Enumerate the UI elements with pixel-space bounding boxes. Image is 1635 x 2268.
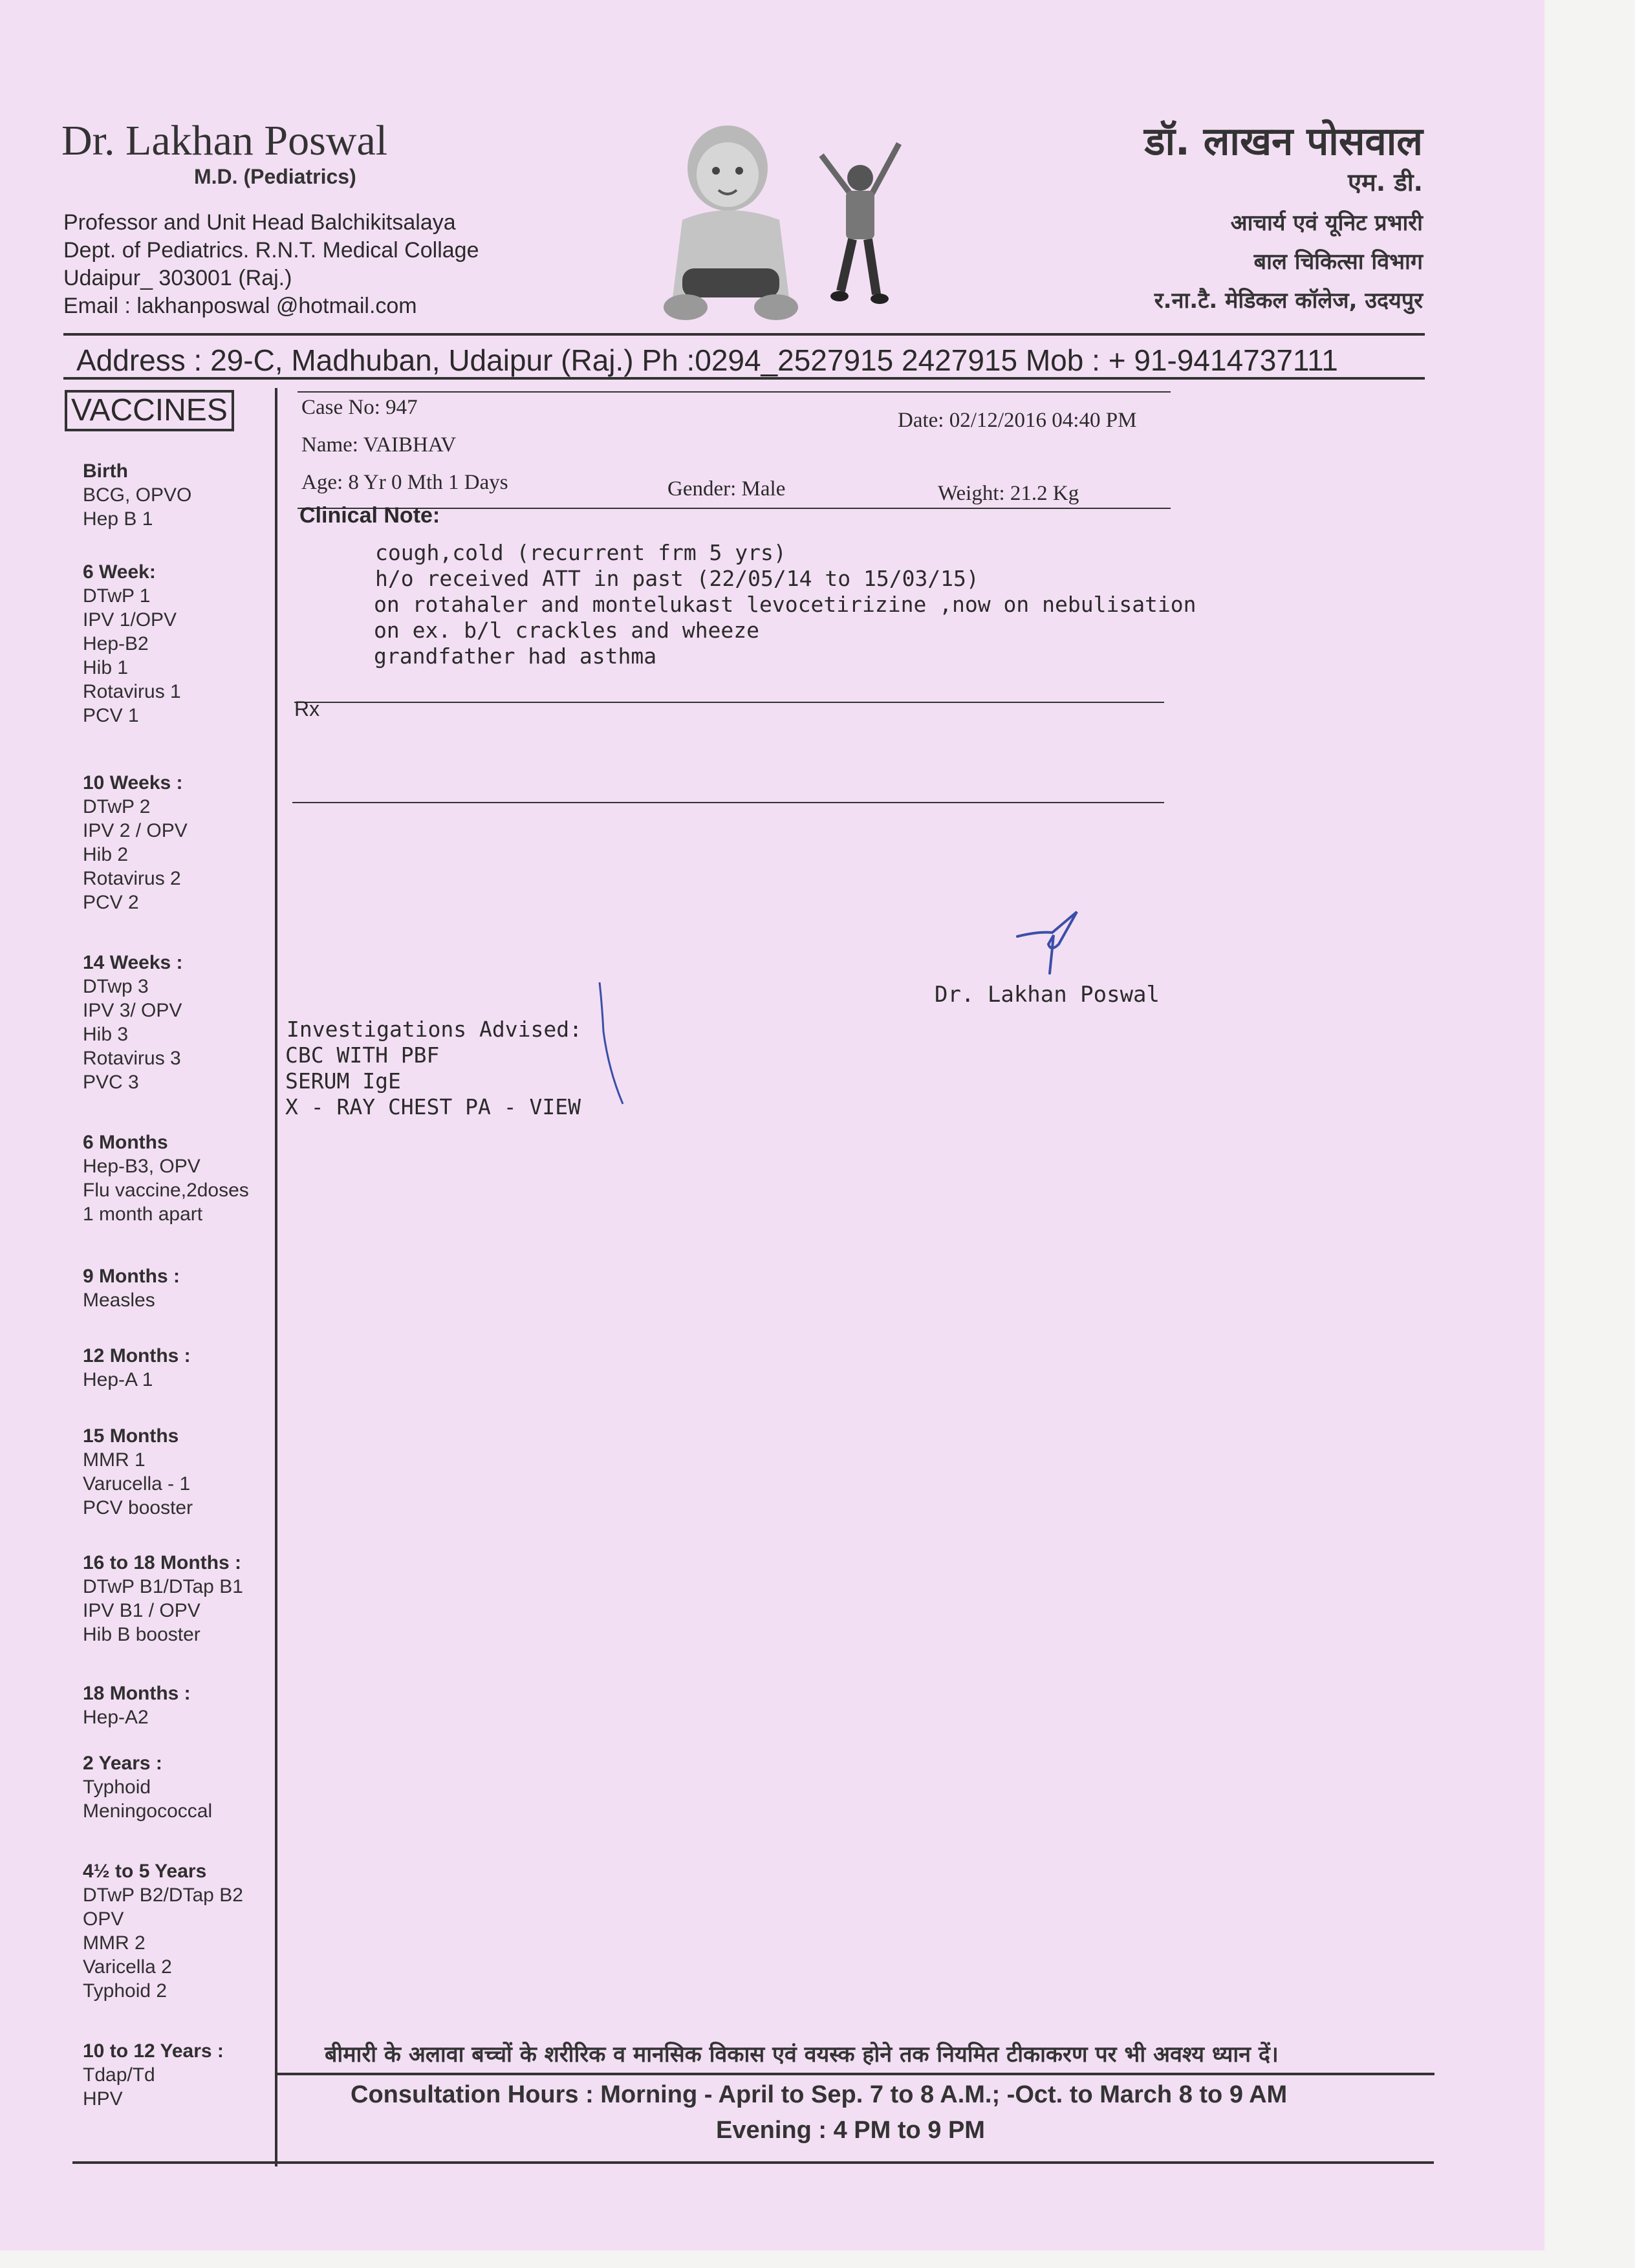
- clinical-note-line: grandfather had asthma: [374, 643, 657, 669]
- hindi-line-2: बाल चिकित्सा विभाग: [1253, 249, 1423, 275]
- vaccine-group-2-years: [83, 1751, 212, 1823]
- patient-name: Name: VAIBHAV: [301, 433, 457, 457]
- vaccine-item: PCV booster: [83, 1497, 193, 1518]
- hindi-footer-note: बीमारी के अलावा बच्चों के शरीरिक व मानसिक विकास एवं वयस्क होने तक नियमित टीकाकरण पर भी अवश्य ध्यान दें।: [325, 2042, 1279, 2068]
- vaccine-group-heading: 12 Months :: [83, 1345, 191, 1366]
- patient-rule-top: [298, 391, 1171, 393]
- vaccine-group-14-weeks: [83, 951, 183, 1094]
- vaccine-item: Hep-A2: [83, 1707, 149, 1728]
- vaccine-group-4-to-5-years: [83, 1859, 243, 2003]
- vaccine-group-heading: 10 Weeks :: [83, 772, 183, 794]
- info-line-2: Dept. of Pediatrics. R.N.T. Medical Collage: [63, 238, 479, 263]
- clinical-note-line: h/o received ATT in past (22/05/14 to 15/03/15): [375, 566, 979, 591]
- vaccine-group-18-months: [83, 1681, 191, 1729]
- vaccine-item: Typhoid: [83, 1777, 151, 1798]
- vaccine-item: Rotavirus 1: [83, 681, 181, 702]
- vaccine-item: MMR 2: [83, 1932, 146, 1954]
- clinical-note-line: cough,cold (recurrent frm 5 yrs): [375, 540, 786, 565]
- vaccine-group-6-months: [83, 1130, 249, 1226]
- jumping-child-image: [815, 136, 912, 317]
- clinical-note-label: Clinical Note:: [299, 503, 440, 528]
- degree-en: M.D. (Pediatrics): [194, 165, 356, 188]
- vaccine-item: Hib 2: [83, 844, 129, 865]
- vaccine-item: Flu vaccine,2doses: [83, 1180, 249, 1201]
- vaccine-item: Rotavirus 2: [83, 868, 181, 889]
- bottom-rule: [72, 2161, 1434, 2164]
- vaccine-item: MMR 1: [83, 1449, 146, 1471]
- investigation-item: CBC WITH PBF: [285, 1042, 440, 1068]
- vaccine-item: Hib 1: [83, 657, 129, 678]
- patient-gender: Gender: Male: [667, 477, 786, 501]
- consultation-hours: Consultation Hours : Morning - April to Sep. 7 to 8 A.M.; -Oct. to March 8 to 9 AM: [351, 2081, 1288, 2108]
- vaccine-item: HPV: [83, 2088, 123, 2110]
- pen-stroke: [592, 980, 631, 1109]
- rx-label: Rx: [294, 697, 320, 720]
- investigation-item: X - RAY CHEST PA - VIEW: [285, 1094, 581, 1119]
- doctor-name-hi: डॉ. लाखन पोसवाल: [1144, 119, 1423, 164]
- vaccine-item: IPV 2 / OPV: [83, 820, 188, 841]
- vaccine-item: Hep-A 1: [83, 1369, 153, 1390]
- vaccine-group-heading: 16 to 18 Months :: [83, 1552, 242, 1573]
- vaccine-group-heading: 15 Months: [83, 1425, 179, 1447]
- vaccine-item: PCV 2: [83, 892, 139, 913]
- investigation-item: SERUM IgE: [285, 1068, 401, 1094]
- vaccine-group-heading: 10 to 12 Years :: [83, 2040, 224, 2062]
- crawling-baby-image: [656, 123, 805, 330]
- vaccines-divider: [275, 388, 277, 2166]
- doctor-name-en: Dr. Lakhan Poswal: [61, 117, 388, 164]
- vaccine-group-heading: 6 Week:: [83, 561, 156, 583]
- rx-rule-bottom: [292, 802, 1164, 803]
- info-line-1: Professor and Unit Head Balchikitsalaya: [63, 210, 456, 235]
- clinical-note-line: on rotahaler and montelukast levocetirizine ,now on nebulisation: [374, 592, 1196, 617]
- address-line: Address : 29-C, Madhuban, Udaipur (Raj.) Ph :0294_2527915 2427915 Mob : + 91-9414737111: [76, 343, 1338, 377]
- email-line: Email : lakhanposwal @hotmail.com: [63, 294, 417, 318]
- vaccine-item: 1 month apart: [83, 1204, 203, 1225]
- vaccine-group-6-week: [83, 560, 181, 728]
- vaccine-group-heading: 6 Months: [83, 1132, 168, 1153]
- footer-rule: [277, 2073, 1435, 2075]
- vaccine-item: Tdap/Td: [83, 2064, 155, 2086]
- vaccine-item: Hep-B2: [83, 633, 149, 654]
- vaccine-item: Rotavirus 3: [83, 1048, 181, 1069]
- hindi-line-1: आचार्य एवं यूनिट प्रभारी: [1230, 210, 1423, 236]
- vaccine-item: Varicella 2: [83, 1956, 172, 1978]
- patient-weight: Weight: 21.2 Kg: [938, 482, 1079, 505]
- vaccine-item: IPV 3/ OPV: [83, 1000, 182, 1021]
- case-number: Case No: 947: [301, 396, 418, 419]
- vaccine-item: IPV 1/OPV: [83, 609, 177, 631]
- address-rule-bottom: [63, 377, 1425, 380]
- vaccine-item: DTwP 1: [83, 585, 151, 607]
- signature-mark: [1012, 905, 1090, 977]
- degree-hi: एम. डी.: [1347, 168, 1423, 197]
- vaccine-item: PCV 1: [83, 705, 139, 726]
- vaccine-group-heading: 9 Months :: [83, 1266, 180, 1287]
- vaccine-item: DTwP 2: [83, 796, 151, 817]
- info-line-3: Udaipur_ 303001 (Raj.): [63, 266, 292, 290]
- vaccine-group-heading: 4½ to 5 Years: [83, 1861, 207, 1882]
- vaccine-group-16-to-18-months: [83, 1551, 243, 1647]
- clinical-note-line: on ex. b/l crackles and wheeze: [374, 618, 760, 643]
- signature-name: Dr. Lakhan Poswal: [935, 982, 1160, 1008]
- hindi-line-3: र.ना.टै. मेडिकल कॉलेज, उदयपुर: [1154, 288, 1423, 314]
- vaccine-group-heading: 14 Weeks :: [83, 952, 183, 973]
- vaccine-group-heading: 2 Years :: [83, 1753, 162, 1774]
- address-rule-top: [63, 333, 1425, 336]
- vaccine-item: Measles: [83, 1290, 155, 1311]
- vaccine-group-10-to-12-years: [83, 2039, 224, 2111]
- vaccine-item: DTwP B1/DTap B1: [83, 1576, 243, 1597]
- vaccine-group-heading: 18 Months :: [83, 1683, 191, 1704]
- vaccine-group-15-months: [83, 1424, 193, 1520]
- vaccine-item: Hep-B3, OPV: [83, 1156, 200, 1177]
- vaccine-item: DTwP B2/DTap B2: [83, 1885, 243, 1906]
- vaccine-item: Hep B 1: [83, 508, 153, 530]
- rx-rule-top: [294, 702, 1164, 703]
- evening-hours: Evening : 4 PM to 9 PM: [716, 2117, 985, 2144]
- vaccine-item: OPV: [83, 1908, 124, 1930]
- vaccine-group-heading: Birth: [83, 460, 128, 482]
- patient-age: Age: 8 Yr 0 Mth 1 Days: [301, 471, 508, 494]
- vaccine-group-12-months: [83, 1344, 191, 1392]
- vaccine-item: Meningococcal: [83, 1800, 213, 1822]
- vaccines-title: VACCINES: [65, 390, 234, 431]
- vaccine-item: Hib B booster: [83, 1624, 200, 1645]
- vaccine-item: IPV B1 / OPV: [83, 1600, 200, 1621]
- vaccine-item: Hib 3: [83, 1024, 129, 1045]
- investigations-label: Investigations Advised:: [287, 1017, 582, 1042]
- vaccine-item: BCG, OPVO: [83, 484, 192, 506]
- visit-date: Date: 02/12/2016 04:40 PM: [898, 409, 1137, 432]
- vaccine-group-birth: [83, 459, 191, 531]
- vaccine-item: Typhoid 2: [83, 1980, 168, 2002]
- vaccine-item: Varucella - 1: [83, 1473, 191, 1495]
- vaccine-group-10-weeks: [83, 771, 188, 914]
- vaccine-item: PVC 3: [83, 1072, 139, 1093]
- vaccine-item: DTwp 3: [83, 976, 149, 997]
- vaccine-group-9-months: [83, 1264, 180, 1312]
